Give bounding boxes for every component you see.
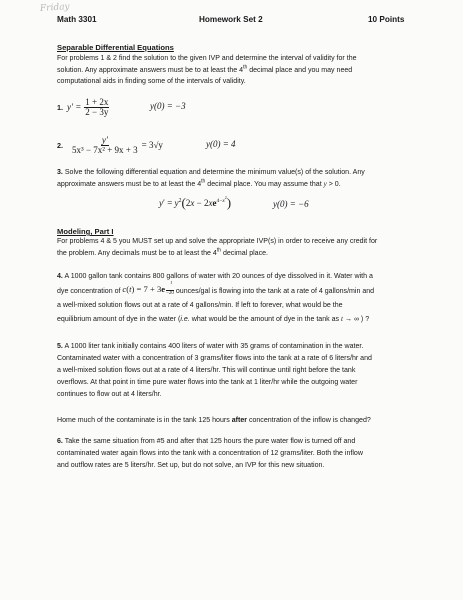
section2-intro (57, 236, 377, 259)
p5-question: Home much of the contaminate is in the tank 125 hours after concentration of the inflow is changed? (57, 417, 371, 424)
problem-5-text (57, 341, 372, 401)
intro-line: solution. Any approximate answers must be to at least the 4th decimal place and you may need (57, 64, 353, 74)
problem-6-text (57, 436, 363, 472)
p2-numerator: y′ (101, 134, 108, 145)
p2-initial-condition: y(0) = 4 (206, 139, 236, 149)
intro-line: For problems 4 & 5 you MUST set up and solve the appropriate IVP(s) in order to receive any credit for (57, 238, 378, 245)
p5-line: overflows. At that point in time pure water flows into the tank at 1 liter/hr while the outgoing water (57, 378, 358, 386)
intro-line: computational aids in finding some of the intervals of validity. (57, 78, 246, 86)
p1-lhs: y′ = (67, 102, 82, 112)
problem-1 (57, 95, 109, 119)
p3-line: 3. Solve the following differential equation and determine the minimum value(s) of the solution. Any (57, 169, 365, 176)
p2-rhs: = 3√y (141, 140, 163, 150)
p5-line: Contaminated water with a concentration of 3 grams/liter flows into the tank at a rate of 6 liters/hr and (57, 354, 372, 362)
p2-fraction (71, 136, 139, 155)
problem-number: 5. (57, 343, 63, 350)
p2-denominator: 5x³ − 7x² + 9x + 3 (72, 144, 138, 155)
p3-line: approximate answers must be to at least the 4th decimal place. You may assume that y > 0. (57, 178, 341, 188)
problem-number: 6. (57, 438, 63, 445)
intro-line: For problems 1 & 2 find the solution to the given IVP and determine the interval of validity for the (57, 55, 357, 62)
p6-line: contaminated water again flows into the tank with a concentration of 12 grams/liter. Both the inflow (57, 449, 363, 457)
p1-fraction (84, 98, 109, 117)
p6-line: and outflow rates are 5 liters/hr. Set up, but do not solve, an IVP for this new situation. (57, 461, 325, 469)
section1-intro (57, 53, 357, 88)
p1-denominator: 2 − 3y (85, 106, 109, 117)
p6-line: 6. Take the same situation from #5 and after that 125 hours the pure water flow is turned off and (57, 438, 356, 445)
assignment-title: Homework Set 2 (199, 15, 263, 24)
section-heading-modeling: Modeling, Part I (57, 227, 114, 236)
p5-line: 5. A 1000 liter tank initially contains 400 liters of water with 35 grams of contamination in the water. (57, 343, 364, 350)
p4-line: dye concentration of c(t) = 7 + 3e $\frac{t}{-20}$ ounces/gal is flowing into the tank at a rate of 4 gallons/min and (57, 280, 375, 297)
problem-number: 3. (57, 169, 63, 176)
p1-numerator: 1 + 2x (85, 96, 109, 107)
handwritten-note: Friday (39, 1, 70, 15)
p5-line: a well-mixed solution flows out at a rate of 4 liters/hr. This will continue until right before the tank (57, 366, 356, 374)
p1-initial-condition: y(0) = −3 (150, 101, 186, 111)
section-heading-separable: Separable Differential Equations (57, 43, 174, 52)
intro-line: the problem. Any decimals must be to at least the 4th decimal place. (57, 247, 269, 257)
p5-line: continues to flow out at 4 liters/hr. (57, 390, 162, 398)
problem-number: 1. (57, 102, 63, 112)
problem-2 (57, 133, 163, 157)
problem-3-text (57, 167, 365, 190)
problem-number: 4. (57, 273, 63, 280)
p3-equation: $y' = y^2(2x - 2xe^{4-x^2})$ (159, 195, 232, 210)
problem-number: 2. (57, 140, 63, 150)
course-label: Math 3301 (57, 15, 97, 24)
p4-line: 4. A 1000 gallon tank contains 800 gallons of water with 20 ounces of dye dissolved in it. Water with a (57, 273, 373, 280)
p4-line: a well-mixed solution flows out at a rate of 4 gallons/min. If left to forever, what would be the (57, 302, 343, 310)
problem-4-text (57, 271, 374, 326)
p4-line: equilibrium amount of dye in the water (i.e. what would be the amount of dye in the tank as t → ∞ ) ? (57, 314, 370, 323)
p3-initial-condition: y(0) = −6 (273, 199, 309, 209)
points-label: 10 Points (368, 15, 405, 24)
